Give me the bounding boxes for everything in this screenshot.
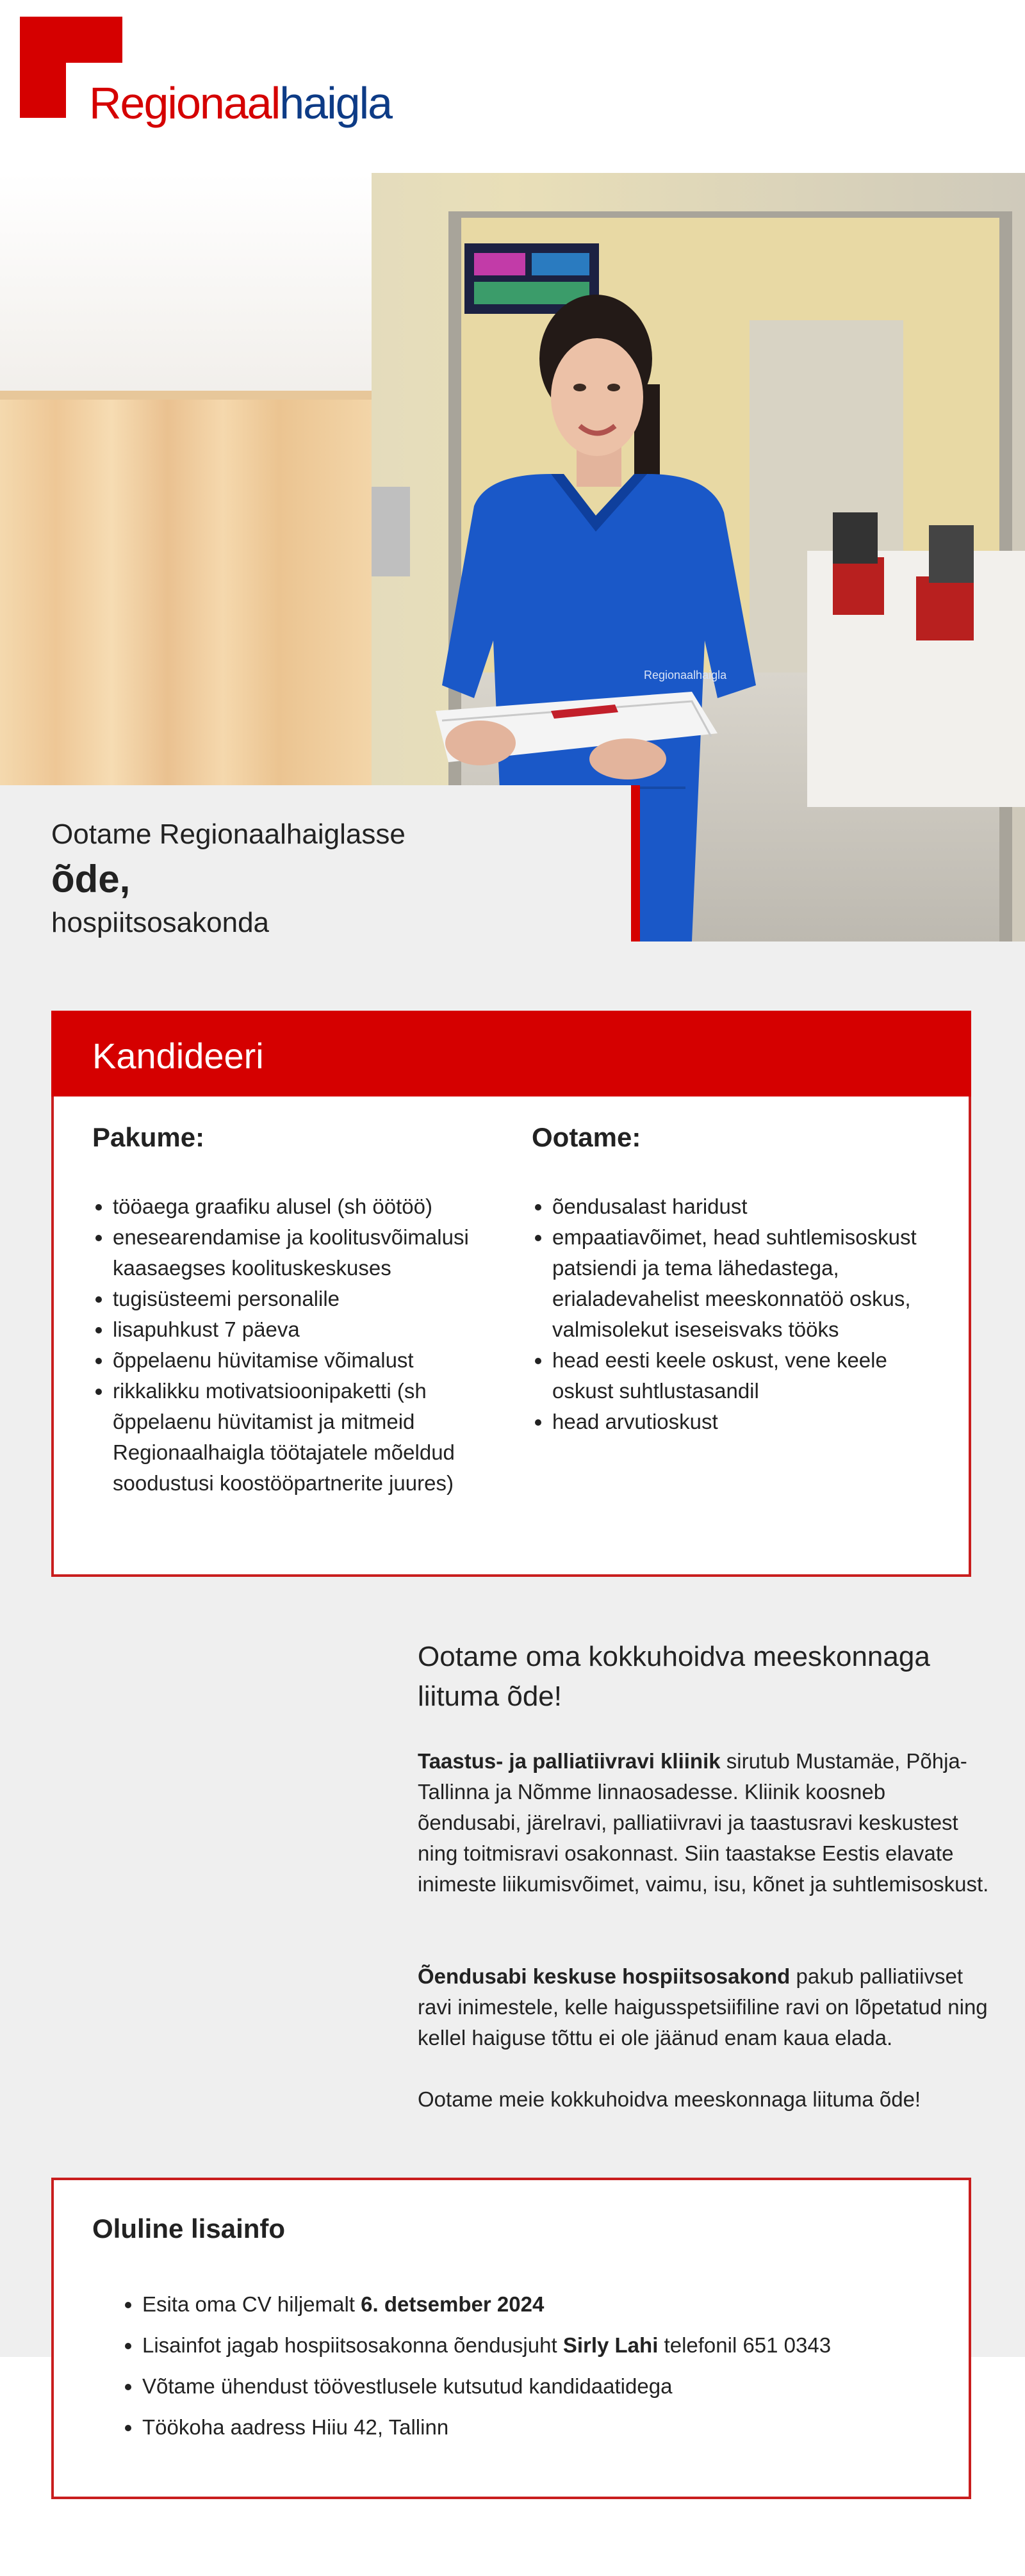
contact-name: Sirly Lahi bbox=[562, 2333, 659, 2357]
apply-button[interactable]: Kandideeri bbox=[51, 1011, 971, 1096]
clinic-description: sirutub Mustamäe, Põhja-Tallinna ja Nõmme linnaosadesse. Kliinik koosneb õendusabi, järelravi, palliatiivravi ja taastusravi keskustest ning toitmisravi osakonnast. Siin taastakse Eestis elavate inimeste liikumisvõimet, vaimu, isu, kõnet ja suhtlemisoskust. bbox=[418, 1749, 989, 1896]
intro-paragraph-clinic bbox=[418, 1746, 994, 1900]
clinic-name: Taastus- ja palliatiivravi kliinik bbox=[418, 1749, 721, 1773]
department-description: pakub palliatiivset ravi inimestele, kelle haigusspetsiifiline ravi on lõpetatud ning kellel haiguse tõttu ei ole jäänud enam kaua elada. bbox=[418, 1964, 988, 2050]
list-item: • Esita oma CV hiljemalt 6. detsember 2024 bbox=[142, 2284, 943, 2325]
intro-paragraph-department bbox=[418, 1961, 994, 2053]
list-item: • õendusalast haridust bbox=[552, 1191, 937, 1222]
list-item: • õppelaenu hüvitamise võimalust bbox=[113, 1345, 504, 1376]
offer-list bbox=[90, 1191, 504, 1499]
hero-title-line1: Ootame Regionaalhaiglasse bbox=[51, 819, 406, 850]
list-item: • head arvutioskust bbox=[552, 1406, 937, 1437]
list-item: • enesearendamise ja koolitusvõimalusi kaasaegses koolituskeskuses bbox=[113, 1222, 504, 1284]
hero-title-department: hospiitsosakonda bbox=[51, 907, 270, 938]
intro-paragraph-closing: Ootame meie kokkuhoidva meeskonnaga liituma õde! bbox=[418, 2087, 921, 2111]
scrubs-logo-text: Regionaalhaigla bbox=[644, 669, 727, 681]
list-item: • rikkalikku motivatsioonipaketti (sh õppelaenu hüvitamist ja mitmeid Regionaalhaigla töötajatele mõeldud soodustusi koostööpartnerite juures) bbox=[113, 1376, 504, 1499]
list-item: • empaatiavõimet, head suhtlemisoskust patsiendi ja tema lähedastega, erialadevahelist meeskonnatöö oskus, valmisolekut iseseisvaks tööks bbox=[552, 1222, 937, 1345]
list-item: • head eesti keele oskust, vene keele oskust suhtlustasandil bbox=[552, 1345, 937, 1406]
list-item: • Võtame ühendust töövestlusele kutsutud kandidaatidega bbox=[142, 2366, 943, 2407]
info-list bbox=[142, 2284, 943, 2448]
offer-heading: Pakume: bbox=[92, 1122, 205, 1152]
list-item: • Lisainfot jagab hospiitsosakonna õendusjuht Sirly Lahi telefonil 651 0343 bbox=[142, 2325, 943, 2366]
department-name: Õendusabi keskuse hospiitsosakond bbox=[418, 1964, 791, 1988]
expect-list bbox=[529, 1191, 937, 1437]
hero-accent-bar bbox=[631, 785, 640, 942]
info-heading: Oluline lisainfo bbox=[92, 2213, 286, 2244]
list-item: • Töökoha aadress Hiiu 42, Tallinn bbox=[142, 2407, 943, 2448]
expect-heading: Ootame: bbox=[532, 1122, 641, 1152]
logo-wordmark: Regionaalhaigla bbox=[89, 78, 392, 128]
intro-heading: Ootame oma kokkuhoidva meeskonnaga liituma õde! bbox=[418, 1641, 930, 1712]
regionaalhaigla-logo[interactable] bbox=[20, 17, 392, 132]
list-item: • lisapuhkust 7 päeva bbox=[113, 1314, 504, 1345]
list-item: • tugisüsteemi personalile bbox=[113, 1284, 504, 1314]
deadline: 6. detsember 2024 bbox=[361, 2292, 545, 2316]
list-item: • tööaega graafiku alusel (sh öötöö) bbox=[113, 1191, 504, 1222]
hero-title-position: õde, bbox=[51, 858, 131, 901]
